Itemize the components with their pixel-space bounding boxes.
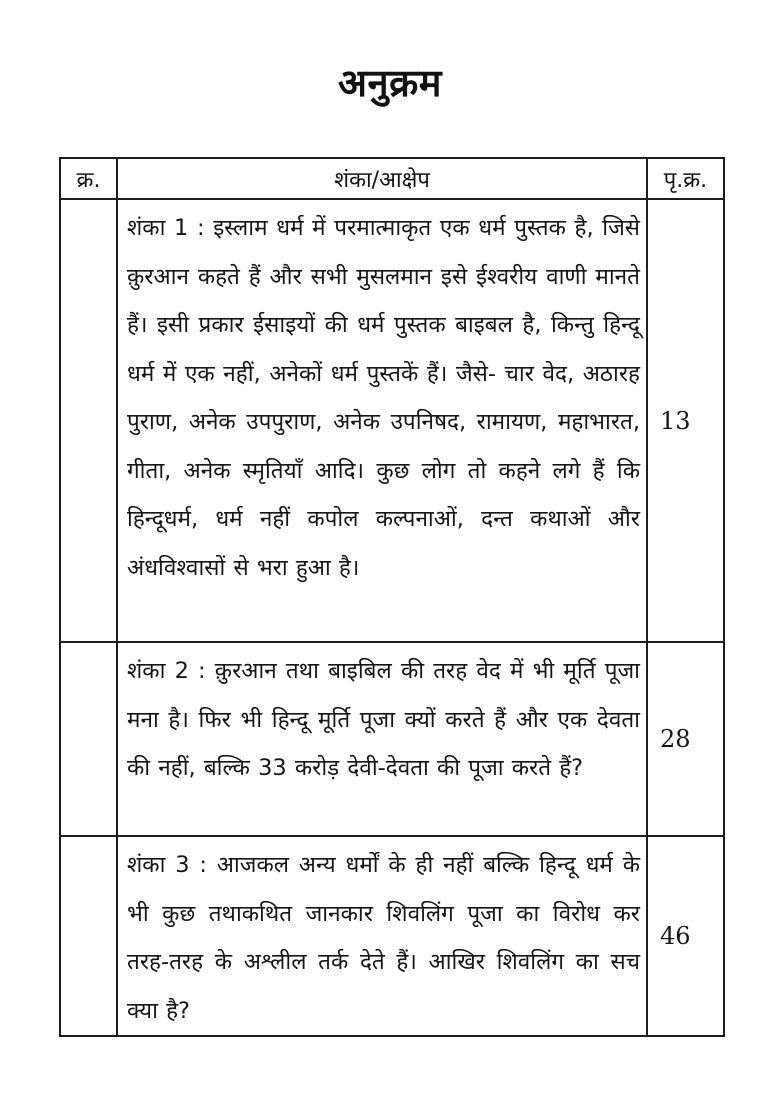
contents-table [59,157,725,1037]
question-text: शंका 3 : आजकल अन्य धर्मों के ही नहीं बल्कि हिन्दू धर्म के भी कुछ तथाकथित जानकार शिवलिंग पूजा का विरोध कर तरह-तरह के अश्लील तर्क देते हैं। आखिर शिवलिंग का सच क्या है? [127,852,640,1024]
page-title: अनुक्रम [337,61,443,105]
question-cell [117,199,647,642]
question-cell [117,642,647,836]
question-text: शंका 2 : क़ुरआन तथा बाइबिल की तरह वेद में भी मूर्ति पूजा मना है। फिर भी हिन्दू मूर्ति पूजा क्यों करते हैं और एक देवता की नहीं, बल्कि 33 करोड़ देवी-देवता की पूजा करते हैं? [127,658,640,781]
page-number: 28 [647,642,724,836]
header-serial: क्र. [60,158,117,199]
header-question: शंका/आक्षेप [117,158,647,199]
table-header-row [60,158,724,199]
question-text: शंका 1 : इस्लाम धर्म में परमात्माकृत एक धर्म पुस्तक है, जिसे क़ुरआन कहते हैं और सभी मुसलमान इसे ईश्वरीय वाणी मानते हैं। इसी प्रकार ईसाइयों की धर्म पुस्तक बाइबल है, किन्तु हिन्दू धर्म में एक नहीं, अनेकों धर्म पुस्तकें हैं। जैसे- चार वेद, अठारह पुराण, अनेक उपपुराण, अनेक उपनिषद, रामायण, महाभारत, गीता, अनेक स्मृतियाँ आदि। कुछ लोग तो कहने लगे हैं कि हिन्दूधर्म, धर्म नहीं कपोल कल्पनाओं, दन्त कथाओं और अंधविश्वासों से भरा हुआ है। [127,215,640,581]
table-row [60,199,724,642]
page-number: 13 [647,199,724,642]
table-row [60,642,724,836]
header-page: पृ.क्र. [647,158,724,199]
serial-cell [60,836,117,1036]
serial-cell [60,642,117,836]
question-cell [117,836,647,1036]
page-number: 46 [647,836,724,1036]
table-row [60,836,724,1036]
serial-cell [60,199,117,642]
